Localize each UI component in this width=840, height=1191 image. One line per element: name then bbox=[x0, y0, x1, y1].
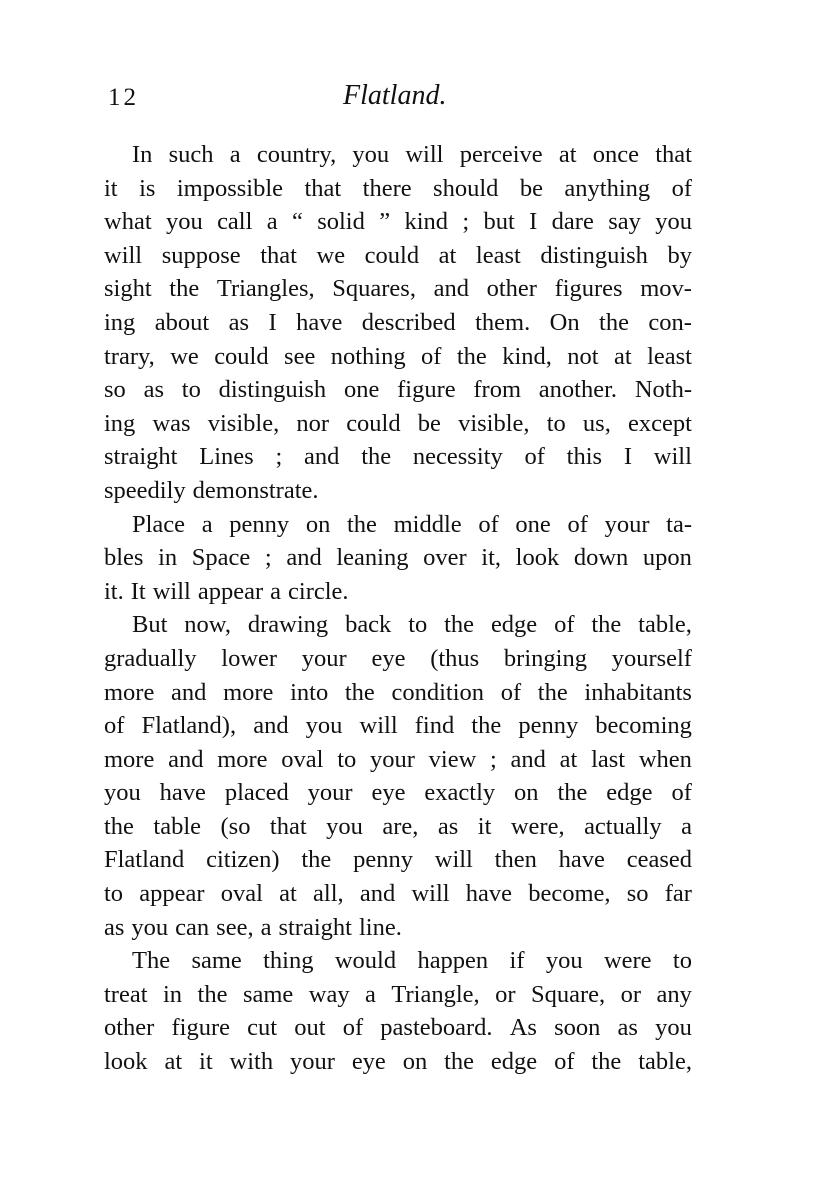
text-line: bles in Space ; and leaning over it, look down upon bbox=[104, 544, 692, 572]
text-line: treat in the same way a Triangle, or Square, or any bbox=[104, 980, 692, 1008]
text-line: what you call a “ solid ” kind ; but I dare say you bbox=[104, 208, 692, 236]
page-header bbox=[103, 80, 693, 120]
text-line: sight the Triangles, Squares, and other figures mov- bbox=[104, 275, 692, 303]
text-line: In such a country, you will perceive at once that bbox=[132, 141, 692, 168]
text-line: ing was visible, nor could be visible, to us, except bbox=[104, 409, 692, 437]
text-line: straight Lines ; and the necessity of this I will bbox=[104, 443, 692, 471]
text-line: The same thing would happen if you were to bbox=[132, 947, 692, 975]
text-line: you have placed your eye exactly on the edge of bbox=[104, 779, 692, 807]
text-line: will suppose that we could at least distinguish by bbox=[104, 241, 692, 269]
text-line: Place a penny on the middle of one of your ta- bbox=[132, 510, 692, 538]
text-line: to appear oval at all, and will have become, so far bbox=[104, 880, 692, 908]
text-line: ing about as I have described them. On the con- bbox=[104, 308, 692, 336]
page-number: 12 bbox=[108, 84, 139, 111]
text-line: of Flatland), and you will find the penny becoming bbox=[104, 712, 692, 740]
text-line: more and more into the condition of the inhabitants bbox=[104, 678, 692, 706]
text-line: Flatland citizen) the penny will then have ceased bbox=[104, 846, 692, 874]
text-line: more and more oval to your view ; and at last when bbox=[104, 745, 692, 773]
text-line: speedily demonstrate. bbox=[104, 476, 319, 504]
text-line: look at it with your eye on the edge of the table, bbox=[104, 1048, 692, 1076]
body-text bbox=[104, 138, 692, 1079]
text-line: other figure cut out of pasteboard. As soon as you bbox=[104, 1014, 692, 1042]
text-line: But now, drawing back to the edge of the table, bbox=[132, 611, 692, 639]
text-line: trary, we could see nothing of the kind, not at least bbox=[104, 342, 692, 370]
text-line: so as to distinguish one figure from another. Noth- bbox=[104, 376, 692, 404]
text-line: gradually lower your eye (thus bringing yourself bbox=[104, 644, 692, 672]
text-line: it. It will appear a circle. bbox=[104, 577, 349, 605]
text-line: it is impossible that there should be anything of bbox=[104, 174, 692, 202]
text-line: as you can see, a straight line. bbox=[104, 913, 402, 941]
running-title: Flatland. bbox=[343, 80, 447, 111]
text-line: the table (so that you are, as it were, actually a bbox=[104, 812, 692, 840]
